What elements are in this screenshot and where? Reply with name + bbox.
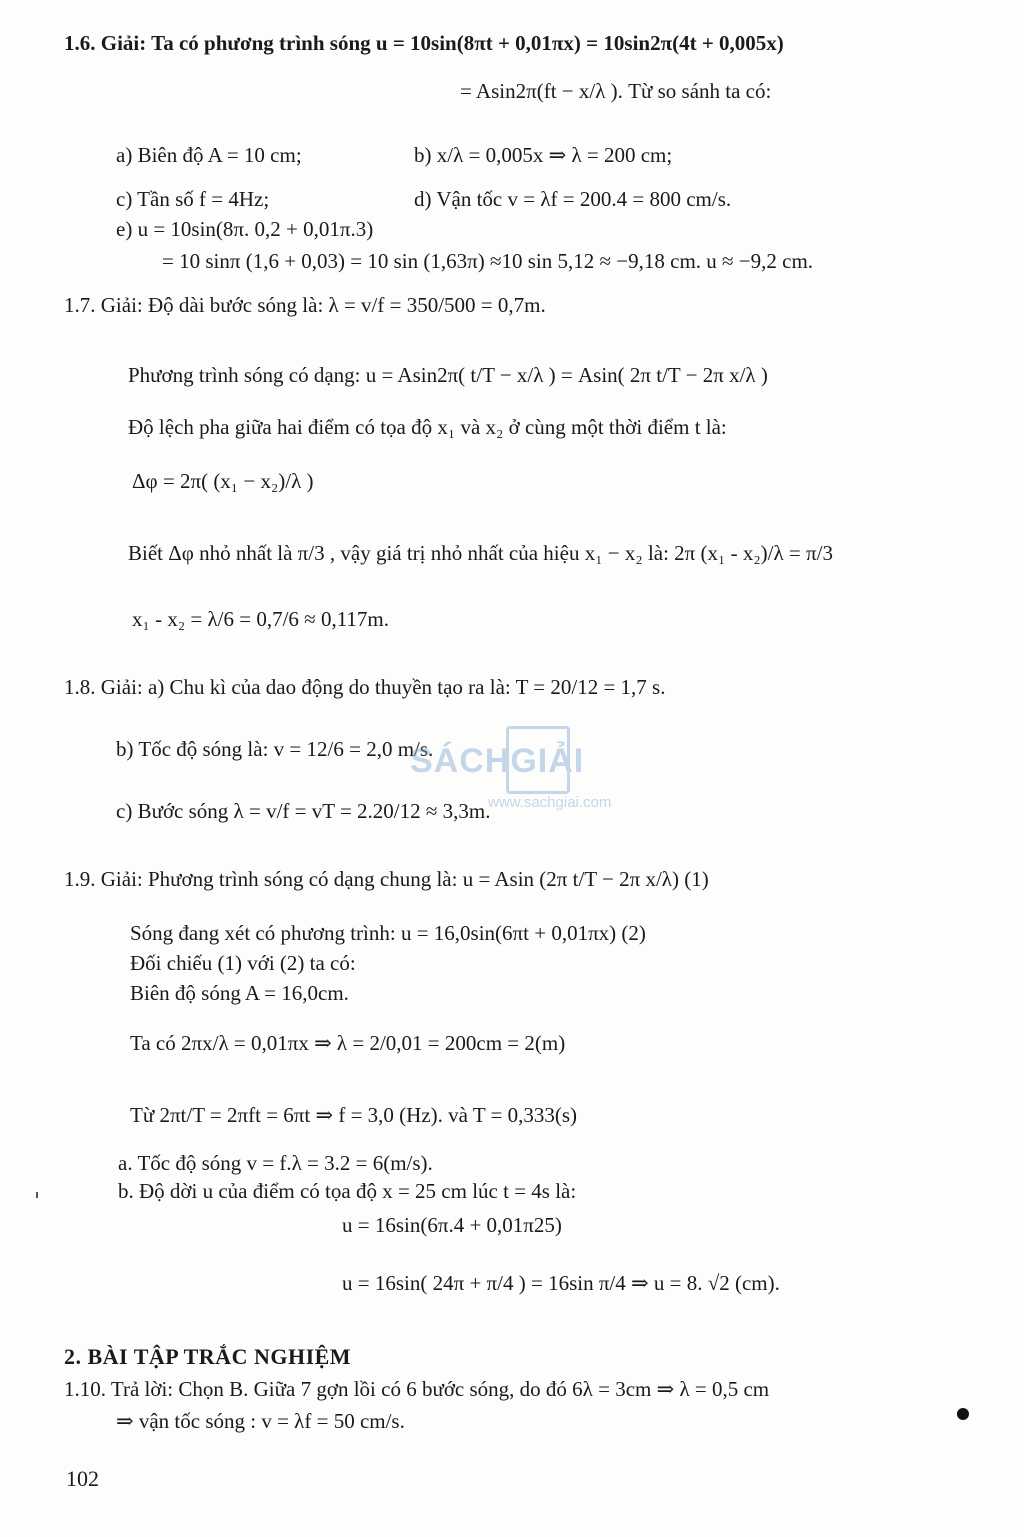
problem-1-8-part-c: c) Bước sóng λ = v/f = vT = 2.20/12 ≈ 3,3m.: [116, 799, 491, 823]
problem-1-9-compare: Đối chiếu (1) với (2) ta có:: [130, 951, 356, 975]
problem-1-6-part-a: a) Biên độ A = 10 cm;: [116, 143, 302, 167]
problem-1-7-phase-formula: Δφ = 2π( (x₁ − x₂)/λ ): [132, 469, 314, 493]
problem-1-6-part-e-result: = 10 sinπ (1,6 + 0,03) = 10 sin (1,63π) ≈10 sin 5,12 ≈ −9,18 cm. u ≈ −9,2 cm.: [162, 249, 814, 273]
problem-1-8-part-b: b) Tốc độ sóng là: v = 12/6 = 2,0 m/s.: [116, 737, 434, 761]
problem-1-9-given-equation: Sóng đang xét có phương trình: u = 16,0sin(6πt + 0,01πx) (2): [130, 921, 646, 945]
problem-1-7-phase-text: Độ lệch pha giữa hai điểm có tọa độ x₁ và x₂ ở cùng một thời điểm t là:: [128, 415, 727, 439]
watermark-brand: SÁCHGIẢI: [410, 742, 585, 780]
problem-1-10-answer: 1.10. Trả lời: Chọn B. Giữa 7 gợn lồi có 6 bước sóng, do đó 6λ = 3cm ⇒ λ = 0,5 cm: [64, 1377, 770, 1401]
problem-1-6-part-e: e) u = 10sin(8π. 0,2 + 0,01π.3): [116, 217, 374, 241]
problem-1-9-part-b: b. Độ dời u của điểm có tọa độ x = 25 cm lúc t = 4s là:: [118, 1179, 577, 1203]
problem-1-9-amplitude: Biên độ sóng A = 16,0cm.: [130, 981, 349, 1005]
problem-1-10-speed: ⇒ vận tốc sóng : v = λf = 50 cm/s.: [116, 1409, 405, 1433]
problem-1-9-wavelength: Ta có 2πx/λ = 0,01πx ⇒ λ = 2/0,01 = 200cm = 2(m): [130, 1031, 566, 1055]
watermark-url: www.sachgiai.com: [488, 794, 612, 811]
problem-1-9-displacement-2: u = 16sin( 24π + π/4 ) = 16sin π/4 ⇒ u = 8. √2 (cm).: [342, 1271, 780, 1295]
margin-mark: [36, 1192, 38, 1198]
page-number: 102: [66, 1466, 99, 1491]
problem-1-6-line-2: = Asin2π(ft − x/λ ). Từ so sánh ta có:: [460, 79, 772, 103]
problem-1-9-frequency: Từ 2πt/T = 2πft = 6πt ⇒ f = 3,0 (Hz). và T = 0,333(s): [130, 1103, 578, 1127]
problem-1-9-part-a: a. Tốc độ sóng v = f.λ = 3.2 = 6(m/s).: [118, 1151, 433, 1175]
ink-dot: [957, 1408, 969, 1420]
problem-1-7-line-1: 1.7. Giải: Độ dài bước sóng là: λ = v/f = 350/500 = 0,7m.: [64, 293, 546, 317]
section-heading: 2. BÀI TẬP TRẮC NGHIỆM: [64, 1344, 352, 1369]
problem-1-6-part-c: c) Tần số f = 4Hz;: [116, 187, 270, 211]
watermark-box-icon: [506, 726, 570, 794]
problem-1-6-part-b: b) x/λ = 0,005x ⇒ λ = 200 cm;: [414, 143, 673, 167]
problem-1-8-part-a: 1.8. Giải: a) Chu kì của dao động do thuyền tạo ra là: T = 20/12 = 1,7 s.: [64, 675, 666, 699]
problem-1-9-displacement-1: u = 16sin(6π.4 + 0,01π25): [342, 1213, 562, 1237]
problem-1-7-min-phase: Biết Δφ nhỏ nhất là π/3 , vậy giá trị nhỏ nhất của hiệu x₁ − x₂ là: 2π (x₁ - x₂)/λ = π/3: [128, 541, 833, 565]
problem-1-6-part-d: d) Vận tốc v = λf = 200.4 = 800 cm/s.: [414, 187, 732, 211]
problem-1-9-general-equation: 1.9. Giải: Phương trình sóng có dạng chung là: u = Asin (2π t/T − 2π x/λ) (1): [64, 867, 709, 891]
problem-1-6-line-1: 1.6. Giải: Ta có phương trình sóng u = 10sin(8πt + 0,01πx) = 10sin2π(4t + 0,005x): [64, 31, 784, 55]
problem-1-7-wave-equation: Phương trình sóng có dạng: u = Asin2π( t/T − x/λ ) = Asin( 2π t/T − 2π x/λ ): [128, 363, 768, 387]
problem-1-7-result: x₁ - x₂ = λ/6 = 0,7/6 ≈ 0,117m.: [132, 607, 390, 631]
